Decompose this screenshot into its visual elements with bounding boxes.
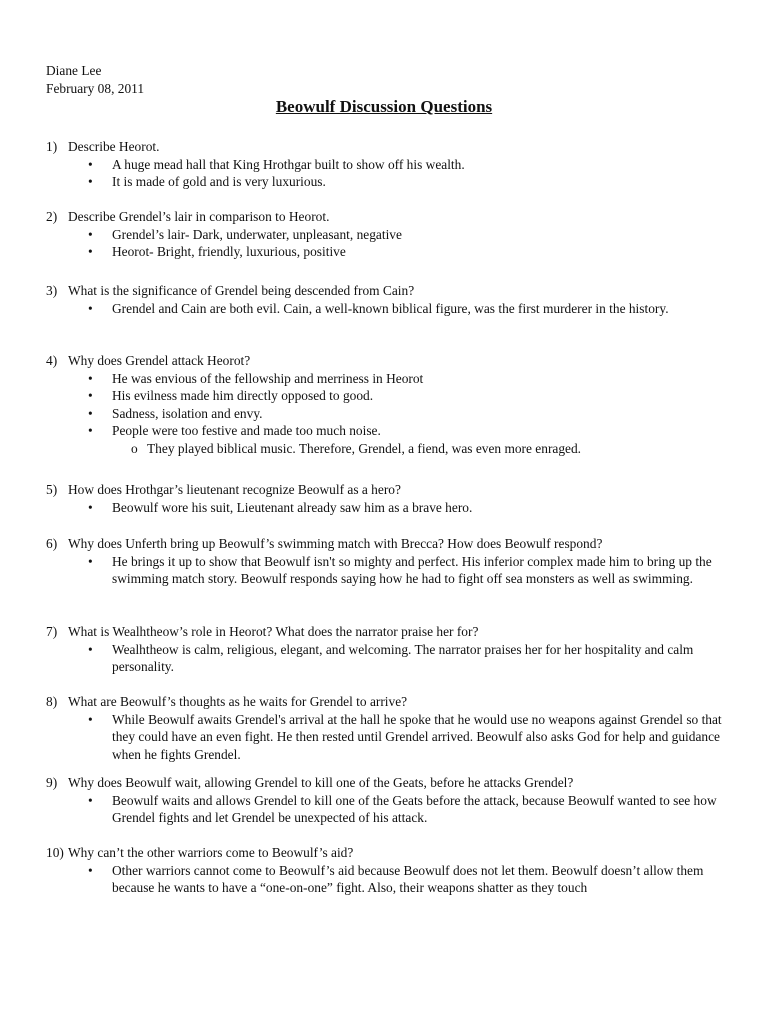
question-item — [46, 774, 736, 827]
question-text: Describe Heorot. — [68, 139, 160, 154]
question-item — [46, 844, 736, 897]
answer-item — [88, 387, 736, 405]
bullet-icon: • — [88, 226, 93, 242]
question-item — [46, 138, 736, 191]
bullet-icon: • — [88, 792, 93, 808]
question-item — [46, 208, 736, 261]
question-number: 10) — [46, 845, 64, 860]
bullet-icon: • — [88, 641, 93, 657]
bullet-icon: • — [88, 405, 93, 421]
question-item — [46, 282, 736, 317]
answer-text: Sadness, isolation and envy. — [112, 405, 263, 421]
question-line — [46, 481, 736, 499]
answer-item — [88, 641, 736, 676]
question-number: 3) — [46, 283, 58, 298]
question-number: 6) — [46, 536, 58, 551]
author-name: Diane Lee — [46, 63, 102, 78]
answer-item — [88, 711, 736, 764]
bullet-icon: • — [88, 862, 93, 878]
answer-item — [88, 173, 736, 191]
question-item — [46, 693, 736, 763]
answer-item — [88, 792, 736, 827]
bullet-icon: • — [88, 300, 93, 316]
bullet-icon: • — [88, 553, 93, 569]
answer-text: Other warriors cannot come to Beowulf’s aid because Beowulf does not let them. Beowulf doesn’t allow them because he wants to have a “one-on-one” fight. Also, their weapons shatter as they touch — [112, 862, 704, 895]
question-line — [46, 208, 736, 226]
answer-text: Grendel’s lair- Dark, underwater, unpleasant, negative — [112, 226, 402, 242]
question-item — [46, 352, 736, 457]
answer-item — [88, 300, 736, 318]
question-number: 9) — [46, 775, 58, 790]
answer-text: It is made of gold and is very luxurious. — [112, 174, 326, 189]
question-item — [46, 481, 736, 516]
question-line — [46, 282, 736, 300]
sub-answer-item — [131, 440, 736, 458]
question-line — [46, 352, 736, 370]
document-date: February 08, 2011 — [46, 80, 145, 96]
answer-text: While Beowulf awaits Grendel's arrival at the hall he spoke that he would use no weapons against Grendel so that they could have an even fight. He then rested until Grendel arrived. Beowulf also asks God for help and guidance when he fights Grendel. — [112, 711, 722, 762]
document-title: Beowulf Discussion Questions — [275, 97, 493, 116]
question-line — [46, 138, 736, 156]
bullet-icon: • — [88, 499, 93, 515]
bullet-icon: • — [88, 711, 93, 727]
question-text: What is Wealhtheow’s role in Heorot? What does the narrator praise her for? — [68, 624, 479, 639]
answer-text: Wealhtheow is calm, religious, elegant, and welcoming. The narrator praises her for her hospitality and calm personality. — [112, 641, 694, 674]
answer-text: Beowulf waits and allows Grendel to kill one of the Geats before the attack, because Beowulf wanted to see how Grendel fights and let Grendel be unexpected of his attack. — [112, 792, 717, 825]
sub-answer-text: They played biblical music. Therefore, Grendel, a fiend, was even more enraged. — [147, 440, 582, 456]
question-number: 5) — [46, 482, 58, 497]
question-number: 8) — [46, 694, 58, 709]
question-line — [46, 844, 736, 862]
question-number: 1) — [46, 139, 58, 154]
answer-item — [88, 553, 736, 588]
answer-item — [88, 862, 736, 897]
question-number: 2) — [46, 209, 58, 224]
document-header — [46, 62, 144, 97]
question-line — [46, 693, 736, 711]
answer-item — [88, 370, 736, 388]
answer-text: Beowulf wore his suit, Lieutenant already saw him as a brave hero. — [112, 499, 473, 515]
answer-item — [88, 156, 736, 174]
bullet-icon: • — [88, 156, 93, 172]
answer-item — [88, 226, 736, 244]
question-text: What are Beowulf’s thoughts as he waits for Grendel to arrive? — [68, 694, 408, 709]
question-text: Describe Grendel’s lair in comparison to Heorot. — [68, 209, 330, 224]
answer-text: His evilness made him directly opposed to good. — [112, 388, 374, 403]
question-text: What is the significance of Grendel being descended from Cain? — [68, 283, 415, 298]
question-text: Why can’t the other warriors come to Beowulf’s aid? — [68, 845, 354, 860]
sub-bullet-icon: o — [131, 440, 138, 456]
question-text: Why does Grendel attack Heorot? — [68, 353, 251, 368]
bullet-icon: • — [88, 244, 93, 259]
answer-item — [88, 422, 736, 440]
answer-text: People were too festive and made too much noise. — [112, 423, 381, 438]
question-item — [46, 535, 736, 588]
question-line — [46, 774, 736, 792]
question-text: Why does Unferth bring up Beowulf’s swimming match with Brecca? How does Beowulf respond? — [68, 536, 603, 551]
bullet-icon: • — [88, 370, 93, 386]
question-number: 7) — [46, 624, 58, 639]
bullet-icon: • — [88, 174, 93, 189]
answer-item — [88, 243, 736, 261]
question-number: 4) — [46, 353, 58, 368]
answer-text: He was envious of the fellowship and merriness in Heorot — [112, 370, 424, 386]
answer-item — [88, 405, 736, 423]
question-item — [46, 623, 736, 676]
answer-text: He brings it up to show that Beowulf isn't so mighty and perfect. His inferior complex made him to bring up the swimming match story. Beowulf responds saying how he had to fight off sea monsters as well as swimming. — [112, 553, 712, 586]
answer-text: Heorot- Bright, friendly, luxurious, positive — [112, 244, 346, 259]
bullet-icon: • — [88, 388, 93, 403]
answer-text: A huge mead hall that King Hrothgar built to show off his wealth. — [112, 156, 465, 172]
answer-item — [88, 499, 736, 517]
question-text: Why does Beowulf wait, allowing Grendel to kill one of the Geats, before he attacks Grendel? — [68, 775, 574, 790]
question-text: How does Hrothgar’s lieutenant recognize Beowulf as a hero? — [68, 482, 401, 497]
question-line — [46, 535, 736, 553]
bullet-icon: • — [88, 423, 93, 438]
question-line — [46, 623, 736, 641]
answer-text: Grendel and Cain are both evil. Cain, a well-known biblical figure, was the first murderer in the history. — [112, 300, 669, 316]
